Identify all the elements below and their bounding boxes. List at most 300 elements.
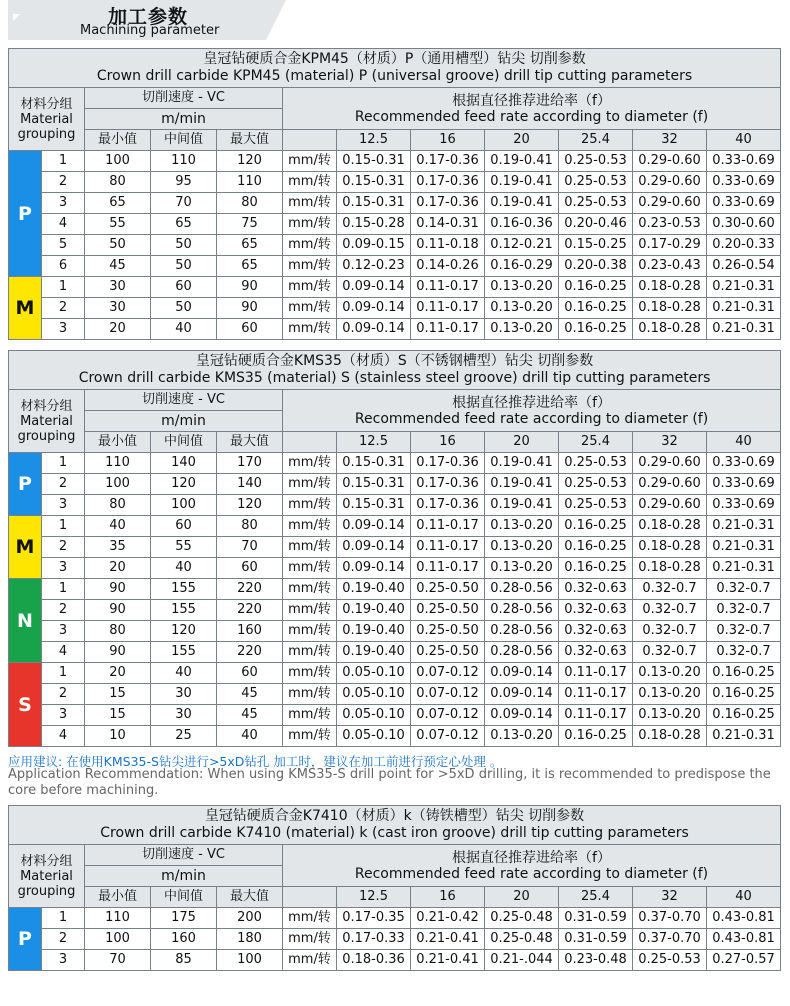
feed-header-en: Recommended feed rate according to diameter (f)	[354, 108, 709, 125]
feed-value: 0.25-0.53	[633, 950, 707, 971]
feed-value: 0.32-0.63	[559, 579, 633, 600]
table-row	[9, 151, 781, 172]
max-value-header: 最大值	[217, 432, 283, 453]
diameter-header: 12.5	[337, 887, 411, 908]
feed-rate-header	[283, 845, 781, 887]
table-row	[9, 277, 781, 298]
table-row	[9, 621, 781, 642]
speed-min: 80	[85, 621, 151, 642]
row-number: 3	[42, 621, 85, 642]
speed-max: 110	[217, 172, 283, 193]
row-number: 6	[42, 256, 85, 277]
diameter-header: 25.4	[559, 887, 633, 908]
speed-max: 220	[217, 600, 283, 621]
speed-min: 20	[85, 558, 151, 579]
row-number: 2	[42, 474, 85, 495]
feed-value: 0.18-0.28	[633, 558, 707, 579]
header-notch	[266, 0, 286, 40]
table-row	[9, 950, 781, 971]
feed-value: 0.19-0.40	[337, 621, 411, 642]
row-number: 1	[42, 151, 85, 172]
table-row	[9, 235, 781, 256]
table-row	[9, 495, 781, 516]
feed-value: 0.16-0.29	[485, 256, 559, 277]
feed-rate-header	[283, 88, 781, 130]
feed-value: 0.15-0.31	[337, 453, 411, 474]
table-row	[9, 642, 781, 663]
feed-value: 0.15-0.31	[337, 172, 411, 193]
max-value-header: 最大值	[217, 130, 283, 151]
speed-min: 110	[85, 908, 151, 929]
min-value-header: 最小值	[85, 432, 151, 453]
speed-max: 120	[217, 151, 283, 172]
material-group-n: N	[9, 579, 42, 663]
feed-value: 0.18-0.28	[633, 516, 707, 537]
feed-header-zh: 根据直径推荐进给率（f）	[452, 394, 612, 411]
feed-value: 0.28-0.56	[485, 621, 559, 642]
feed-value: 0.17-0.36	[411, 193, 485, 214]
row-number: 2	[42, 600, 85, 621]
material-group-m: M	[9, 516, 42, 579]
feed-unit: mm/转	[283, 579, 337, 600]
material-header-en2: grouping	[17, 126, 76, 142]
feed-value: 0.17-0.36	[411, 172, 485, 193]
table-title-row	[9, 49, 781, 88]
feed-value: 0.12-0.21	[485, 235, 559, 256]
diameter-header: 25.4	[559, 432, 633, 453]
table-row	[9, 453, 781, 474]
feed-value: 0.32-0.7	[707, 600, 781, 621]
feed-unit: mm/转	[283, 172, 337, 193]
speed-min: 90	[85, 579, 151, 600]
feed-value: 0.09-0.14	[485, 663, 559, 684]
speed-min: 30	[85, 277, 151, 298]
feed-value: 0.18-0.28	[633, 726, 707, 747]
diameter-header: 16	[411, 432, 485, 453]
feed-value: 0.20-0.46	[559, 214, 633, 235]
speed-mid: 40	[151, 663, 217, 684]
feed-unit: mm/转	[283, 277, 337, 298]
speed-mid: 155	[151, 600, 217, 621]
feed-value: 0.28-0.56	[485, 600, 559, 621]
feed-value: 0.25-0.50	[411, 579, 485, 600]
feed-value: 0.07-0.12	[411, 663, 485, 684]
feed-value: 0.12-0.23	[337, 256, 411, 277]
row-number: 3	[42, 558, 85, 579]
material-header-en1: Material	[20, 868, 73, 884]
feed-value: 0.21-0.42	[411, 908, 485, 929]
speed-min: 65	[85, 193, 151, 214]
speed-mid: 175	[151, 908, 217, 929]
material-header-zh: 材料分组	[20, 398, 73, 414]
speed-min: 100	[85, 929, 151, 950]
table-row	[9, 256, 781, 277]
feed-value: 0.17-0.36	[411, 495, 485, 516]
speed-mid: 160	[151, 929, 217, 950]
feed-value: 0.25-0.53	[559, 474, 633, 495]
feed-value: 0.43-0.81	[707, 908, 781, 929]
feed-unit: mm/转	[283, 621, 337, 642]
feed-rate-header	[283, 390, 781, 432]
diameter-header: 40	[707, 432, 781, 453]
feed-value: 0.13-0.20	[633, 663, 707, 684]
application-note-zh: 应用建议: 在使用KMS35-S钻尖进行>5xD钻孔 加工时，建议在加工前进行预定心处理 。	[8, 754, 503, 769]
feed-value: 0.21-0.31	[707, 516, 781, 537]
speed-min: 15	[85, 705, 151, 726]
material-group-p: P	[9, 453, 42, 516]
feed-value: 0.32-0.7	[633, 600, 707, 621]
feed-value: 0.33-0.69	[707, 474, 781, 495]
speed-mid: 60	[151, 277, 217, 298]
table-row	[9, 726, 781, 747]
feed-value: 0.43-0.81	[707, 929, 781, 950]
speed-header: 切削速度 - VC	[85, 845, 283, 866]
feed-value: 0.16-0.25	[707, 684, 781, 705]
speed-mid: 140	[151, 453, 217, 474]
speed-mid: 50	[151, 235, 217, 256]
row-number: 4	[42, 214, 85, 235]
speed-min: 20	[85, 319, 151, 340]
feed-value: 0.11-0.18	[411, 235, 485, 256]
feed-value: 0.05-0.10	[337, 663, 411, 684]
feed-value: 0.13-0.20	[485, 319, 559, 340]
feed-unit: mm/转	[283, 474, 337, 495]
row-number: 1	[42, 579, 85, 600]
speed-min: 35	[85, 537, 151, 558]
speed-mid: 65	[151, 214, 217, 235]
feed-unit: mm/转	[283, 929, 337, 950]
feed-value: 0.33-0.69	[707, 495, 781, 516]
feed-value: 0.05-0.10	[337, 726, 411, 747]
feed-value: 0.15-0.25	[559, 235, 633, 256]
row-number: 2	[42, 684, 85, 705]
feed-value: 0.19-0.41	[485, 495, 559, 516]
feed-value: 0.25-0.53	[559, 193, 633, 214]
feed-value: 0.16-0.25	[559, 319, 633, 340]
feed-value: 0.25-0.50	[411, 642, 485, 663]
speed-min: 20	[85, 663, 151, 684]
feed-value: 0.11-0.17	[559, 684, 633, 705]
row-number: 3	[42, 705, 85, 726]
feed-value: 0.26-0.54	[707, 256, 781, 277]
speed-mid: 120	[151, 474, 217, 495]
table-row	[9, 319, 781, 340]
speed-unit-header: m/min	[85, 411, 283, 432]
feed-value: 0.28-0.56	[485, 642, 559, 663]
max-value-header: 最大值	[217, 887, 283, 908]
speed-max: 90	[217, 298, 283, 319]
speed-header: 切削速度 - VC	[85, 390, 283, 411]
feed-value: 0.25-0.50	[411, 600, 485, 621]
feed-value: 0.09-0.14	[337, 516, 411, 537]
feed-value: 0.17-0.35	[337, 908, 411, 929]
speed-max: 75	[217, 214, 283, 235]
feed-unit: mm/转	[283, 663, 337, 684]
feed-value: 0.33-0.69	[707, 453, 781, 474]
diameter-header: 20	[485, 887, 559, 908]
table-row	[9, 929, 781, 950]
table-row	[9, 705, 781, 726]
speed-max: 80	[217, 516, 283, 537]
feed-value: 0.15-0.31	[337, 495, 411, 516]
speed-mid: 85	[151, 950, 217, 971]
diameter-header: 25.4	[559, 130, 633, 151]
feed-value: 0.32-0.7	[707, 621, 781, 642]
material-header-en2: grouping	[17, 428, 76, 444]
table-row	[9, 600, 781, 621]
speed-mid: 55	[151, 537, 217, 558]
feed-value: 0.23-0.53	[633, 214, 707, 235]
feed-value: 0.16-0.25	[559, 516, 633, 537]
table-title-zh: 皇冠钻硬质合金K7410（材质）k（铸铁槽型）钻尖 切削参数	[204, 808, 585, 824]
feed-value: 0.09-0.14	[485, 705, 559, 726]
feed-value: 0.21-0.31	[707, 726, 781, 747]
speed-max: 65	[217, 235, 283, 256]
feed-value: 0.32-0.7	[633, 579, 707, 600]
material-group-s: S	[9, 663, 42, 747]
feed-value: 0.16-0.25	[559, 537, 633, 558]
row-number: 3	[42, 495, 85, 516]
feed-value: 0.11-0.17	[411, 298, 485, 319]
feed-value: 0.23-0.43	[633, 256, 707, 277]
feed-value: 0.16-0.25	[559, 558, 633, 579]
feed-value: 0.09-0.14	[337, 319, 411, 340]
feed-value: 0.21-0.31	[707, 537, 781, 558]
speed-mid: 40	[151, 319, 217, 340]
feed-value: 0.09-0.14	[337, 277, 411, 298]
material-group-p: P	[9, 908, 42, 971]
feed-value: 0.21-0.41	[411, 929, 485, 950]
speed-max: 90	[217, 277, 283, 298]
feed-value: 0.29-0.60	[633, 172, 707, 193]
speed-min: 50	[85, 235, 151, 256]
feed-value: 0.32-0.63	[559, 621, 633, 642]
feed-unit: mm/转	[283, 214, 337, 235]
speed-max: 65	[217, 256, 283, 277]
feed-value: 0.07-0.12	[411, 684, 485, 705]
feed-value: 0.05-0.10	[337, 684, 411, 705]
speed-max: 70	[217, 537, 283, 558]
feed-value: 0.19-0.40	[337, 579, 411, 600]
feed-value: 0.16-0.25	[559, 298, 633, 319]
feed-unit: mm/转	[283, 908, 337, 929]
row-number: 3	[42, 193, 85, 214]
diameter-header: 32	[633, 130, 707, 151]
table-row	[9, 537, 781, 558]
material-group-p: P	[9, 151, 42, 277]
feed-value: 0.19-0.41	[485, 172, 559, 193]
row-number: 1	[42, 453, 85, 474]
feed-value: 0.19-0.41	[485, 474, 559, 495]
feed-value: 0.14-0.31	[411, 214, 485, 235]
table-title	[9, 351, 781, 390]
speed-min: 80	[85, 172, 151, 193]
feed-value: 0.33-0.69	[707, 172, 781, 193]
speed-min: 100	[85, 151, 151, 172]
feed-value: 0.33-0.69	[707, 151, 781, 172]
table-title-row	[9, 351, 781, 390]
feed-unit: mm/转	[283, 705, 337, 726]
speed-min: 10	[85, 726, 151, 747]
feed-value: 0.09-0.14	[337, 537, 411, 558]
row-number: 2	[42, 929, 85, 950]
feed-value: 0.19-0.41	[485, 193, 559, 214]
speed-mid: 40	[151, 558, 217, 579]
speed-mid: 25	[151, 726, 217, 747]
speed-mid: 50	[151, 298, 217, 319]
speed-mid: 30	[151, 684, 217, 705]
feed-unit: mm/转	[283, 600, 337, 621]
feed-value: 0.29-0.60	[633, 151, 707, 172]
feed-value: 0.16-0.36	[485, 214, 559, 235]
diameter-header: 12.5	[337, 130, 411, 151]
row-number: 4	[42, 726, 85, 747]
feed-value: 0.31-0.59	[559, 908, 633, 929]
row-number: 2	[42, 172, 85, 193]
section-subtitle: Machining parameter	[80, 23, 220, 38]
row-number: 1	[42, 908, 85, 929]
feed-value: 0.14-0.26	[411, 256, 485, 277]
speed-min: 90	[85, 600, 151, 621]
speed-min: 55	[85, 214, 151, 235]
table-row	[9, 516, 781, 537]
speed-max: 45	[217, 705, 283, 726]
feed-value: 0.17-0.33	[337, 929, 411, 950]
material-group-m: M	[9, 277, 42, 340]
speed-mid: 100	[151, 495, 217, 516]
material-header-en1: Material	[20, 111, 73, 127]
feed-value: 0.13-0.20	[485, 537, 559, 558]
speed-unit-header: m/min	[85, 866, 283, 887]
table-title-row	[9, 806, 781, 845]
diameter-header: 32	[633, 887, 707, 908]
feed-value: 0.23-0.48	[559, 950, 633, 971]
feed-value: 0.11-0.17	[559, 705, 633, 726]
table-row	[9, 908, 781, 929]
speed-max: 120	[217, 495, 283, 516]
feed-unit: mm/转	[283, 235, 337, 256]
table-title-zh: 皇冠钻硬质合金KMS35（材质）S（不锈钢槽型）钻尖 切削参数	[195, 353, 594, 369]
header-row	[9, 130, 781, 151]
k7410-parameter-table	[8, 805, 781, 971]
speed-mid: 30	[151, 705, 217, 726]
application-note-en: Application Recommendation: When using KMS35-S drill point for >5xD drilling, it is recommended to predispose the core before machining.	[8, 767, 771, 798]
material-header-zh: 材料分组	[20, 96, 73, 112]
feed-header-zh: 根据直径推荐进给率（f）	[452, 92, 611, 109]
feed-value: 0.07-0.12	[411, 726, 485, 747]
table-title-en: Crown drill carbide KMS35 (material) S (stainless steel groove) drill tip cutting parameters	[78, 370, 711, 386]
feed-unit: mm/转	[283, 950, 337, 971]
feed-value: 0.20-0.33	[707, 235, 781, 256]
speed-max: 140	[217, 474, 283, 495]
table-title	[9, 49, 781, 88]
feed-value: 0.18-0.28	[633, 319, 707, 340]
feed-value: 0.11-0.17	[411, 516, 485, 537]
material-header-zh: 材料分组	[20, 853, 73, 869]
feed-value: 0.05-0.10	[337, 705, 411, 726]
feed-header-en: Recommended feed rate according to diameter (f)	[354, 865, 709, 882]
table-row	[9, 172, 781, 193]
diameter-header: 40	[707, 887, 781, 908]
row-number: 1	[42, 516, 85, 537]
feed-value: 0.18-0.28	[633, 537, 707, 558]
table-title-en: Crown drill carbide KPM45 (material) P (universal groove) drill tip cutting parameters	[96, 68, 693, 84]
feed-value: 0.07-0.12	[411, 705, 485, 726]
feed-value: 0.32-0.63	[559, 642, 633, 663]
row-number: 1	[42, 663, 85, 684]
material-group-header	[9, 845, 85, 908]
speed-min: 110	[85, 453, 151, 474]
feed-value: 0.13-0.20	[485, 726, 559, 747]
feed-value: 0.16-0.25	[707, 705, 781, 726]
feed-unit: mm/转	[283, 298, 337, 319]
feed-unit: mm/转	[283, 726, 337, 747]
feed-value: 0.25-0.48	[485, 929, 559, 950]
feed-unit: mm/转	[283, 642, 337, 663]
table-row	[9, 298, 781, 319]
feed-value: 0.19-0.41	[485, 151, 559, 172]
table-row	[9, 193, 781, 214]
material-group-header	[9, 88, 85, 151]
feed-value: 0.09-0.14	[337, 298, 411, 319]
feed-value: 0.11-0.17	[411, 277, 485, 298]
corner-mark-icon	[13, 14, 20, 21]
section-header	[8, 0, 266, 40]
feed-value: 0.32-0.7	[707, 579, 781, 600]
speed-min: 70	[85, 950, 151, 971]
feed-value: 0.29-0.60	[633, 495, 707, 516]
feed-value: 0.29-0.60	[633, 193, 707, 214]
table-title	[9, 806, 781, 845]
feed-value: 0.29-0.60	[633, 474, 707, 495]
table-row	[9, 474, 781, 495]
table-row	[9, 214, 781, 235]
feed-value: 0.13-0.20	[485, 516, 559, 537]
speed-max: 60	[217, 663, 283, 684]
diameter-header: 32	[633, 432, 707, 453]
feed-value: 0.09-0.14	[337, 558, 411, 579]
feed-value: 0.15-0.31	[337, 193, 411, 214]
speed-max: 220	[217, 579, 283, 600]
material-header-en2: grouping	[17, 883, 76, 899]
feed-value: 0.18-0.28	[633, 277, 707, 298]
table-row	[9, 663, 781, 684]
feed-unit: mm/转	[283, 319, 337, 340]
material-group-header	[9, 390, 85, 453]
unit-header-blank	[283, 130, 337, 151]
speed-max: 60	[217, 319, 283, 340]
row-number: 2	[42, 537, 85, 558]
speed-max: 40	[217, 726, 283, 747]
speed-max: 80	[217, 193, 283, 214]
row-number: 4	[42, 642, 85, 663]
feed-value: 0.33-0.69	[707, 193, 781, 214]
speed-max: 60	[217, 558, 283, 579]
feed-value: 0.11-0.17	[411, 558, 485, 579]
min-value-header: 最小值	[85, 130, 151, 151]
speed-min: 45	[85, 256, 151, 277]
feed-value: 0.17-0.29	[633, 235, 707, 256]
feed-value: 0.32-0.63	[559, 600, 633, 621]
feed-value: 0.32-0.7	[633, 621, 707, 642]
feed-value: 0.15-0.28	[337, 214, 411, 235]
speed-header: 切削速度 - VC	[85, 88, 283, 109]
header-row	[9, 390, 781, 411]
speed-mid: 70	[151, 193, 217, 214]
feed-value: 0.21-0.31	[707, 319, 781, 340]
feed-value: 0.21-0.31	[707, 277, 781, 298]
feed-value: 0.17-0.36	[411, 151, 485, 172]
